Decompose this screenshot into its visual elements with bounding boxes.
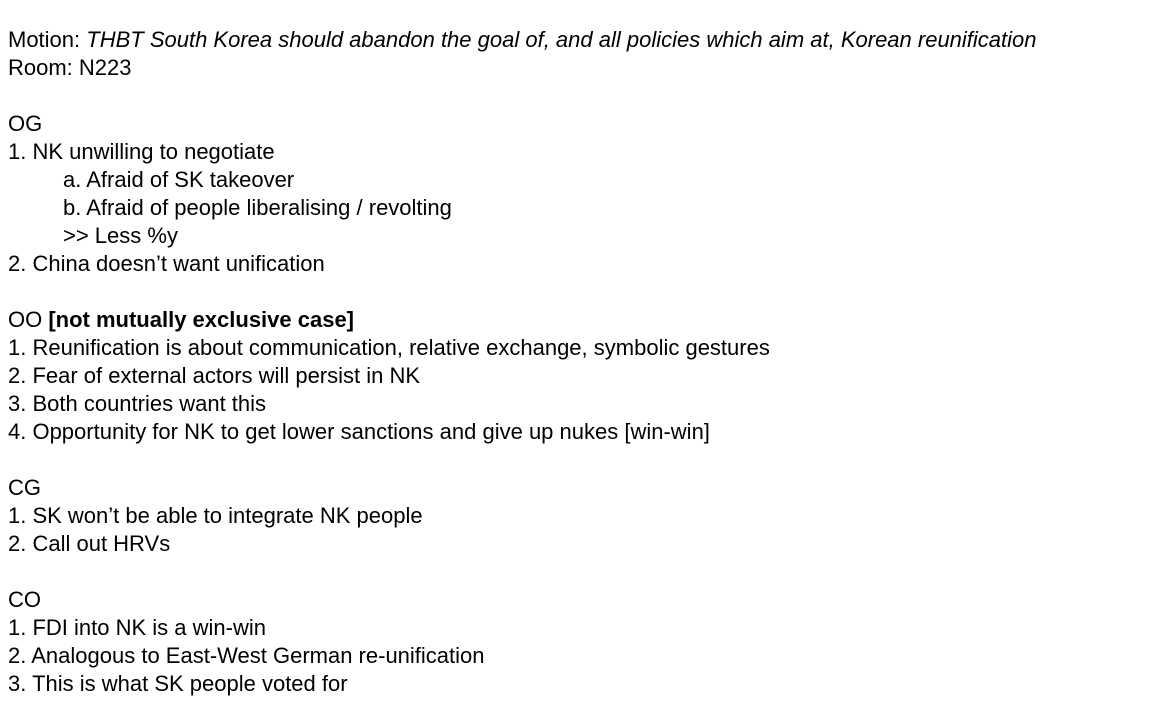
- co-heading: CO: [8, 587, 41, 612]
- oo-heading: OO: [8, 307, 49, 332]
- spacer: [8, 446, 1156, 474]
- og-point-2: 2. China doesn’t want unification: [8, 251, 325, 276]
- og-point-1: 1. NK unwilling to negotiate: [8, 139, 275, 164]
- motion-text: THBT South Korea should abandon the goal of, and all policies which aim at, Korean reunification: [86, 27, 1037, 52]
- og-section: [8, 110, 1156, 278]
- oo-point-2: 2. Fear of external actors will persist in NK: [8, 363, 421, 388]
- spacer: [8, 82, 1156, 110]
- spacer: [8, 278, 1156, 306]
- oo-section: [8, 306, 1156, 446]
- og-heading: OG: [8, 111, 43, 136]
- co-point-3: 3. This is what SK people voted for: [8, 671, 348, 696]
- co-point-2: 2. Analogous to East-West German re-unification: [8, 643, 485, 668]
- oo-point-4: 4. Opportunity for NK to get lower sanctions and give up nukes [win-win]: [8, 419, 710, 444]
- room-line: Room: N223: [8, 55, 132, 80]
- oo-point-3: 3. Both countries want this: [8, 391, 267, 416]
- motion-label: Motion:: [8, 27, 87, 52]
- motion-line: [8, 26, 1156, 54]
- co-point-1: 1. FDI into NK is a win-win: [8, 615, 266, 640]
- og-subpoint-conclusion: >> Less %y: [63, 223, 178, 248]
- cg-heading: CG: [8, 475, 41, 500]
- oo-point-1: 1. Reunification is about communication, relative exchange, symbolic gestures: [8, 335, 770, 360]
- cg-section: [8, 474, 1156, 558]
- co-section: [8, 586, 1156, 698]
- spacer: [8, 558, 1156, 586]
- cg-point-2: 2. Call out HRVs: [8, 531, 171, 556]
- oo-heading-line: [8, 306, 1156, 334]
- cg-point-1: 1. SK won’t be able to integrate NK people: [8, 503, 423, 528]
- og-subpoint-b: b. Afraid of people liberalising / revolting: [63, 195, 452, 220]
- og-subpoint-a: a. Afraid of SK takeover: [63, 167, 295, 192]
- oo-note: [not mutually exclusive case]: [48, 307, 355, 332]
